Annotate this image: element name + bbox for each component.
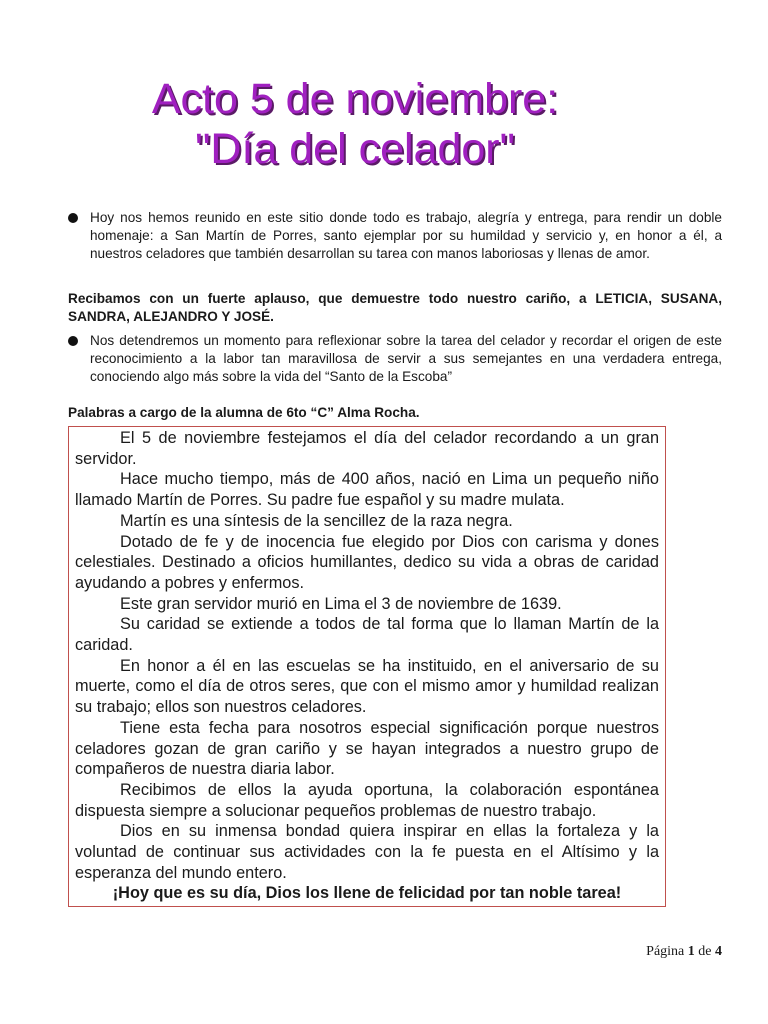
intro-bullet-1-text: Hoy nos hemos reunido en este sitio donde todo es trabajo, alegría y entrega, para rendir un doble homenaje: a San Martín de Porres, santo ejemplar por su humildad y servicio y, en honor a él, a nuestros celadores que también desarrollan su tarea con manos laboriosas y llenas de amor. [90, 210, 722, 261]
speech-closing: ¡Hoy que es su día, Dios los llene de felicidad por tan noble tarea! [112, 884, 622, 903]
speech-paragraph: Dios en su inmensa bondad quiera inspirar en ellas la fortaleza y la voluntad de continuar sus actividades con la fe puesta en el Altísimo y la esperanza del mundo entero. [75, 822, 659, 882]
speech-paragraph: Su caridad se extiende a todos de tal forma que lo llaman Martín de la caridad. [75, 615, 659, 655]
speech-paragraph: En honor a él en las escuelas se ha instituido, en el aniversario de su muerte, como el día de otros seres, que con el mismo amor y humildad realizan su trabajo; ellos son nuestros celadores. [75, 656, 659, 717]
speech-paragraph: Este gran servidor murió en Lima el 3 de noviembre de 1639. [120, 594, 562, 613]
applause-paragraph: Recibamos con un fuerte aplauso, que demuestre todo nuestro cariño, a LETICIA, SUSANA, SANDRA, ALEJANDRO Y JOSÉ. [68, 291, 722, 324]
page-number: 1 [687, 944, 695, 959]
title-line-2: "Día del celador" [195, 125, 515, 173]
intro-bullet-2 [68, 332, 722, 386]
bullet-icon [68, 336, 78, 346]
speech-paragraph: Tiene esta fecha para nosotros especial significación porque nuestros celadores gozan de gran cariño y se hayan integrados a nuestro grupo de compañeros de nuestra diaria labor. [75, 718, 659, 779]
speech-paragraph: El 5 de noviembre festejamos el día del celador recordando a un gran servidor. [75, 429, 659, 468]
page-of-label: de [698, 944, 712, 959]
speech-paragraph: Martín es una síntesis de la sencillez de la raza negra. [120, 511, 513, 530]
title-line-1: Acto 5 de noviembre: [151, 75, 559, 123]
page-title [100, 74, 610, 174]
page-label: Página [646, 944, 685, 959]
page-total: 4 [715, 944, 722, 959]
page-footer [646, 944, 722, 960]
bullet-icon [68, 213, 78, 223]
intro-bullet-1 [68, 209, 722, 263]
speech-paragraph: Hace mucho tiempo, más de 400 años, nació en Lima un pequeño niño llamado Martín de Porres. Su padre fue español y su madre mulata. [75, 470, 659, 510]
intro-bullet-2-text: Nos detendremos un momento para reflexionar sobre la tarea del celador y recordar el origen de este reconocimiento a la labor tan maravillosa de servir a sus semejantes en una verdadera entrega, conociendo algo más sobre la vida del “Santo de la Escoba” [90, 333, 722, 384]
speech-box [68, 426, 666, 907]
speech-paragraph: Recibimos de ellos la ayuda oportuna, la colaboración espontánea dispuesta siempre a solucionar pequeños problemas de nuestro trabajo. [75, 780, 659, 820]
speech-paragraph: Dotado de fe y de inocencia fue elegido por Dios con carisma y dones celestiales. Destinado a oficios humillantes, dedico su vida a obras de caridad ayudando a pobres y enfermos. [75, 532, 659, 592]
speech-heading: Palabras a cargo de la alumna de 6to “C” Alma Rocha. [68, 405, 420, 420]
